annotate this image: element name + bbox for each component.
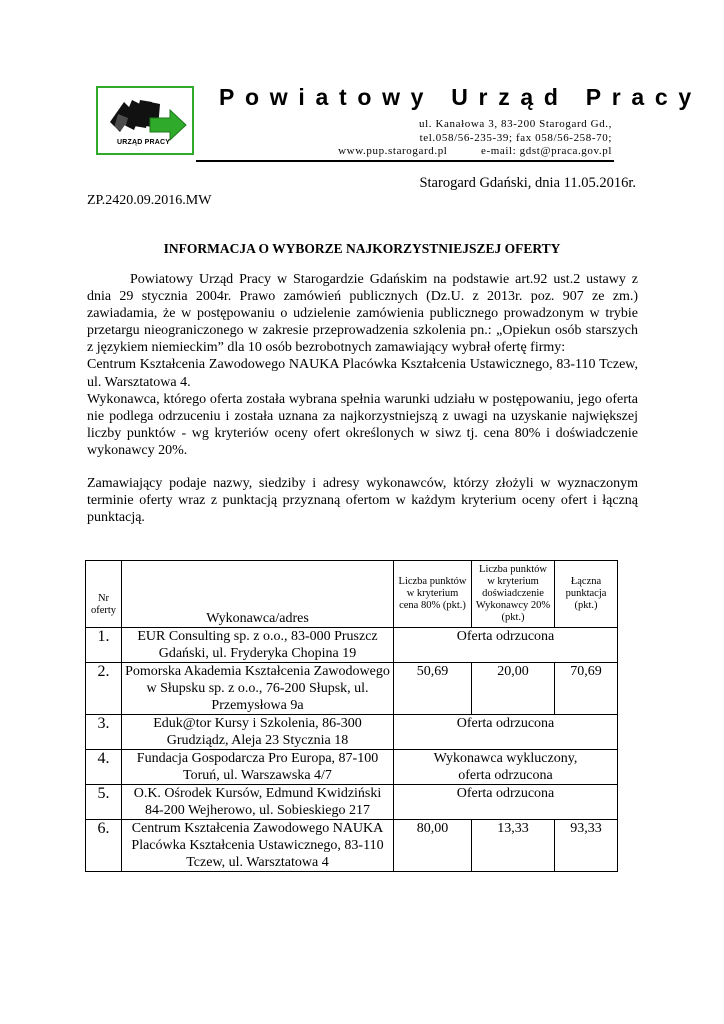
status-cell: Oferta odrzucona	[394, 628, 618, 663]
table-row	[86, 663, 618, 715]
website-link[interactable]: www.pup.starogard.pl	[338, 145, 448, 157]
document-heading: INFORMACJA O WYBORZE NAJKORZYSTNIEJSZEJ OFERTY	[163, 241, 561, 256]
document-body	[87, 271, 638, 526]
justification-paragraph: Wykonawca, którego oferta została wybrana spełnia warunki udziału w postępowaniu, jego oferta nie podlega odrzuceniu i została uznana za najkorzystniejszą z uwagi na uzyskanie największej liczby punktów - wg kryteriów oceny ofert określonych w siwz tj. cena 80% i doświadczenie wykonawcy 20%.	[87, 391, 638, 458]
logo-text: URZĄD PRACY	[117, 139, 171, 146]
contractor-cell: Centrum Kształcenia Zawodowego NAUKA Placówka Kształcenia Ustawicznego, 83-110 Tczew, ul. Warsztatowa 4	[122, 820, 394, 872]
row-number: 1.	[86, 628, 122, 663]
experience-points-cell: 13,33	[472, 820, 555, 872]
row-number: 2.	[86, 663, 122, 715]
email-link[interactable]: e-mail: gdst@praca.gov.pl	[480, 145, 612, 157]
table-intro-paragraph: Zamawiający podaje nazwy, siedziby i adresy wykonawców, którzy złożyli w wyznaczonym terminie oferty wraz z punktacją przyznaną ofertom w każdym kryterium oceny ofert i łączną punktacją.	[87, 476, 638, 526]
address-line: ul. Kanałowa 3, 83-200 Starogard Gd.,	[419, 118, 612, 130]
price-points-cell: 80,00	[394, 820, 472, 872]
header-divider	[196, 160, 614, 162]
status-cell: Oferta odrzucona	[394, 785, 618, 820]
table-row	[86, 820, 618, 872]
header-nr: Nr oferty	[86, 561, 122, 628]
experience-points-cell: 20,00	[472, 663, 555, 715]
place-and-date: Starogard Gdański, dnia 11.05.2016r.	[419, 175, 636, 191]
web-email-line	[0, 145, 612, 159]
status-cell: Oferta odrzucona	[394, 715, 618, 750]
table-row	[86, 785, 618, 820]
row-number: 5.	[86, 785, 122, 820]
price-points-cell: 50,69	[394, 663, 472, 715]
phone-line: tel.058/56-235-39; fax 058/56-258-70;	[419, 131, 612, 144]
table-header-row	[86, 561, 618, 628]
reference-number: ZP.2420.09.2016.MW	[87, 193, 212, 208]
table-row	[86, 628, 618, 663]
contractor-cell: Eduk@tor Kursy i Szkolenia, 86-300 Grudziądz, Aleja 23 Stycznia 18	[122, 715, 394, 750]
row-number: 6.	[86, 820, 122, 872]
organization-contact	[0, 118, 612, 159]
intro-paragraph: Powiatowy Urząd Pracy w Starogardzie Gdańskim na podstawie art.92 ust.2 ustawy z dnia 29 stycznia 2004r. Prawo zamówień publicznych (Dz.U. z 2013r. poz. 907 ze zm.) zawiadamia, że w postępowaniu o udzielenie zamówienia publicznego prowadzonym w trybie przetargu nieograniczonego w zakresie przeprowadzenia szkolenia pn.: „Opiekun osób starszych z językiem niemieckim” dla 10 osób bezrobotnych zamawiający wybrał ofertę firmy:	[87, 272, 638, 356]
header-price: Liczba punktów w kryterium cena 80% (pkt.)	[394, 561, 472, 628]
header-experience: Liczba punktów w kryterium doświadczenie Wykonawcy 20% (pkt.)	[472, 561, 555, 628]
total-points-cell: 70,69	[555, 663, 618, 715]
row-number: 3.	[86, 715, 122, 750]
contractor-cell: O.K. Ośrodek Kursów, Edmund Kwidziński 84-200 Wejherowo, ul. Sobieskiego 217	[122, 785, 394, 820]
header-contractor: Wykonawca/adres	[122, 561, 394, 628]
offers-table	[85, 560, 618, 872]
contractor-cell: EUR Consulting sp. z o.o., 83-000 Pruszcz Gdański, ul. Fryderyka Chopina 19	[122, 628, 394, 663]
organization-title: Powiatowy Urząd Pracy	[219, 84, 702, 110]
status-cell: Wykonawca wykluczony, oferta odrzucona	[394, 750, 618, 785]
winner-paragraph: Centrum Kształcenia Zawodowego NAUKA Placówka Kształcenia Ustawicznego, 83-110 Tczew, ul. Warsztatowa 4.	[87, 357, 638, 390]
contractor-cell: Pomorska Akademia Kształcenia Zawodowego w Słupsku sp. z o.o., 76-200 Słupsk, ul. Przemysłowa 9a	[122, 663, 394, 715]
row-number: 4.	[86, 750, 122, 785]
table-row	[86, 715, 618, 750]
total-points-cell: 93,33	[555, 820, 618, 872]
contractor-cell: Fundacja Gospodarcza Pro Europa, 87-100 Toruń, ul. Warszawska 4/7	[122, 750, 394, 785]
table-row	[86, 750, 618, 785]
header-total: Łączna punktacja (pkt.)	[555, 561, 618, 628]
